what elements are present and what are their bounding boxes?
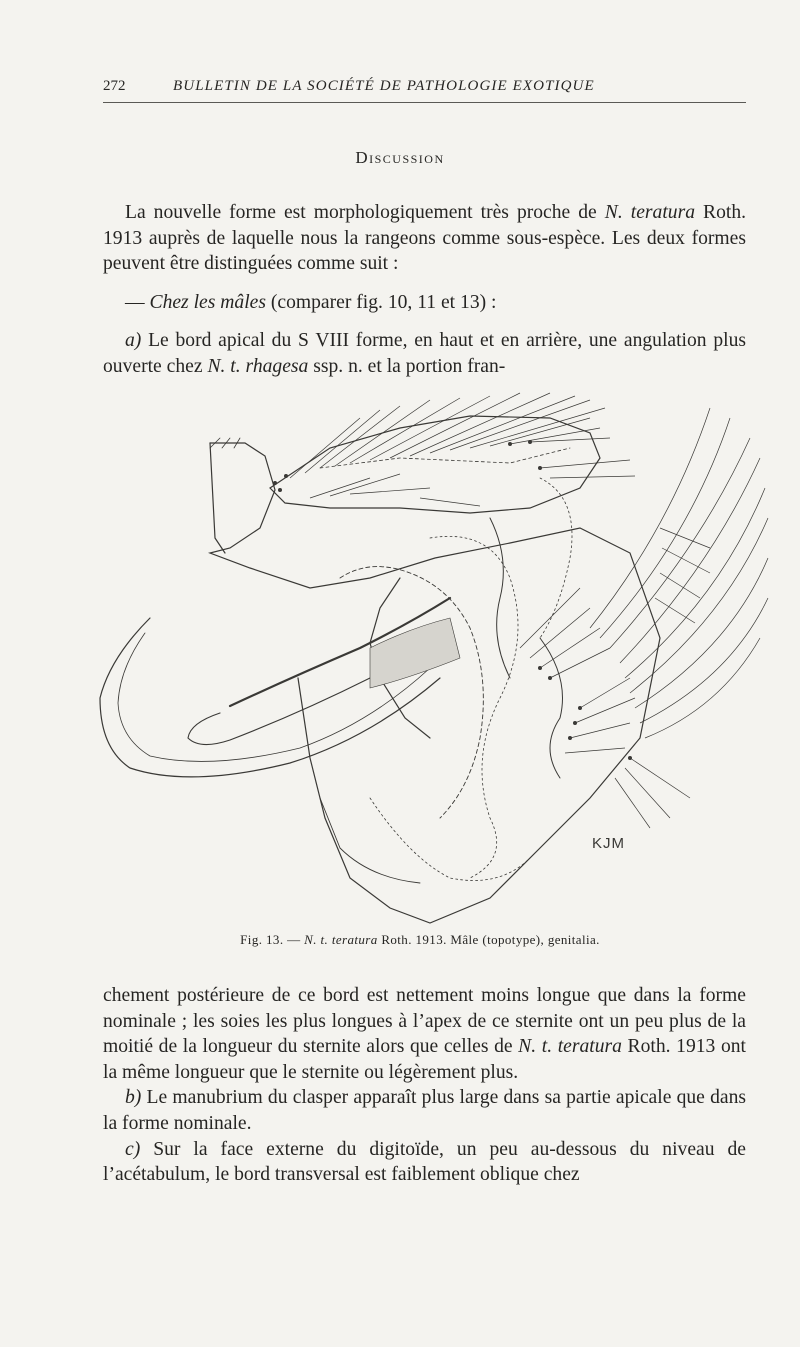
para2-dash: — [125, 291, 150, 313]
figure-caption [0, 932, 800, 948]
paragraph-1 [103, 200, 746, 277]
paragraph-6 [103, 1137, 746, 1188]
text-block-top [103, 200, 746, 380]
caption-text: Roth. 1913. Mâle (topotype), genitalia. [377, 932, 600, 947]
running-head: BULLETIN DE LA SOCIÉTÉ DE PATHOLOGIE EXOTIQUE [173, 78, 595, 94]
paragraph-3 [103, 328, 746, 379]
item-letter-c: c) [125, 1138, 141, 1160]
para1-text-a: La nouvelle forme est morphologiquement très proche de [125, 202, 605, 223]
taxon-name: N. t. teratura [518, 1036, 622, 1058]
text-block-bottom [103, 983, 746, 1188]
para6-text-b: Sur la face externe du digitoïde, un peu au-dessous du niveau de l’acétabulum, le bord transversal est faiblement oblique chez [103, 1138, 746, 1186]
para3-text-d: ssp. n. et la portion fran- [308, 355, 506, 377]
para4-text-c: Roth. 1913 ont la même longueur que le sternite ou légèrement plus. [103, 1036, 746, 1083]
item-letter-a: a) [125, 330, 142, 352]
paragraph-2 [103, 290, 746, 316]
para2-text-c: (comparer fig. 10, 11 et 13) : [265, 291, 497, 313]
taxon-name: N. teratura [604, 202, 695, 223]
clasper-body [270, 416, 600, 513]
para4-text-a: chement postérieure de ce bord est nettement moins longue que dans la forme nominale ; les soies les plus longues à l’apex de ce sternite ont un peu plus de la moitié de la longueur du sternite alors que celles de [103, 985, 746, 1058]
page-number: 272 [103, 78, 126, 94]
para2-italic: Chez les mâles [149, 291, 266, 313]
para5-text-b: Le manubrium du clasper apparaît plus large dans sa partie apicale que dans la forme nominale. [103, 1087, 746, 1134]
para3-text-b: Le bord apical du S VIII forme, en haut et en arrière, une angulation plus ouverte chez [103, 330, 746, 377]
section-title: Discussion [355, 148, 445, 167]
item-letter-b: b) [125, 1087, 142, 1109]
illustrator-signature: KJM [592, 835, 625, 852]
caption-prefix: Fig. 13. — [240, 932, 305, 947]
genitalia-illustration [70, 378, 770, 928]
taxon-name: N. t. rhagesa [207, 355, 309, 377]
running-header [103, 76, 746, 103]
caption-taxon: N. t. teratura [304, 932, 378, 947]
paragraph-4 [103, 983, 746, 1085]
para1-text-c: Roth. 1913 auprès de laquelle nous la rangeons comme sous-espèce. Les deux formes peuvent être distinguées comme suit : [103, 202, 747, 275]
paragraph-5 [103, 1085, 746, 1136]
